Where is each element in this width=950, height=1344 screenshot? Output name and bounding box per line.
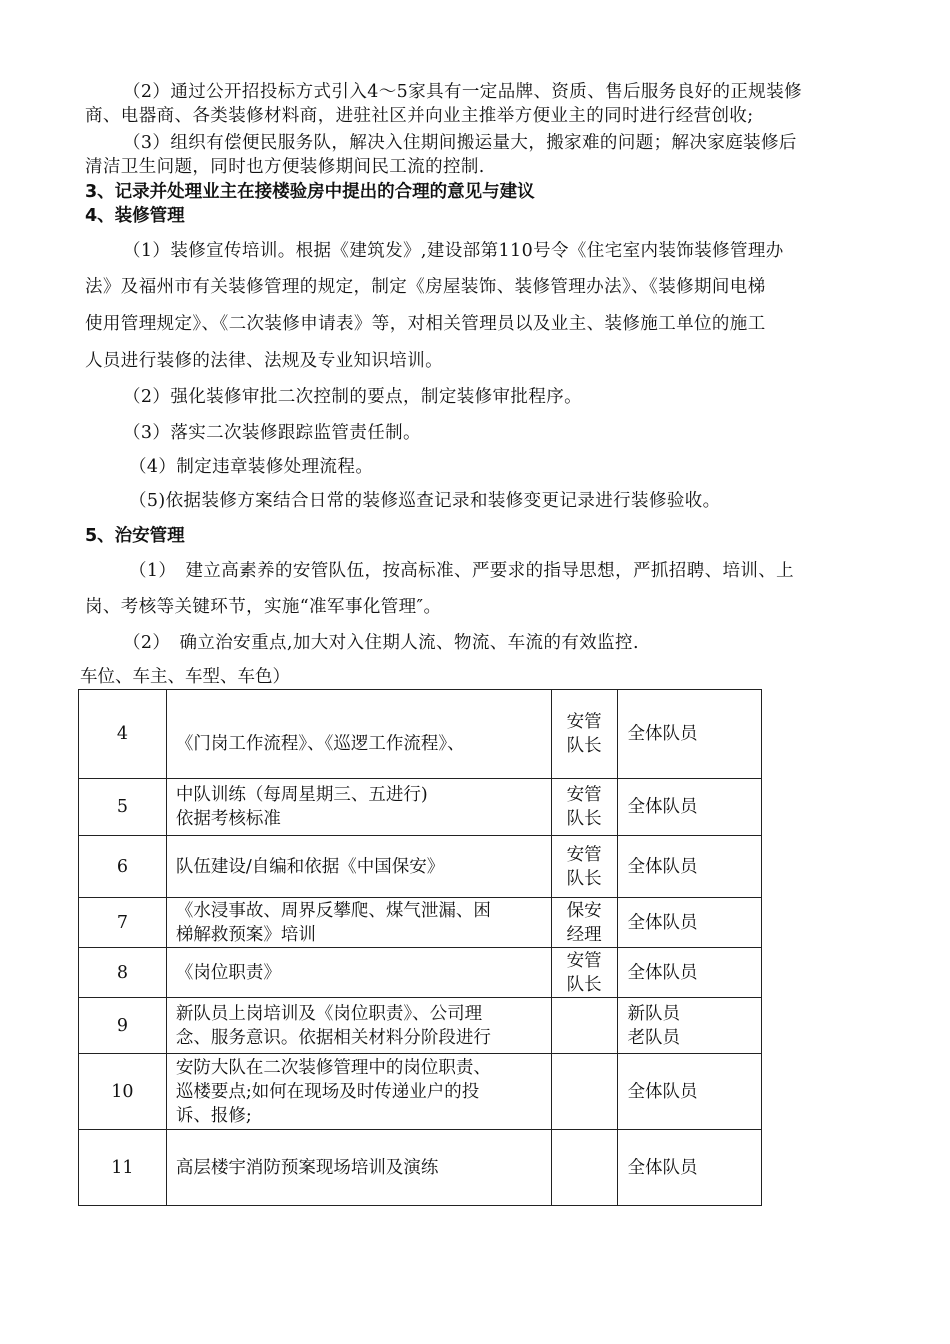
row-item (166, 998, 551, 1054)
row-item-text: 高层楼宇消防预案现场培训及演练 (175, 1157, 439, 1178)
row-number: 6 (79, 836, 167, 898)
paragraph-line: 清洁卫生问题，同时也方便装修期间民工流的控制. (85, 157, 485, 177)
row-who: 全体队员 (617, 1054, 762, 1130)
row-item-text: 中队训练（每周星期三、五进行) 依据考核标准 (175, 785, 428, 829)
table-caption: 车位、车主、车型、车色） (80, 667, 290, 687)
row-lead-text: 安管 队长 (566, 950, 602, 995)
section-heading-4: 4、装修管理 (85, 206, 185, 226)
row-lead-text: 安管 队长 (566, 785, 602, 829)
row-item-text: 《岗位职责》 (175, 962, 281, 983)
row-number: 10 (79, 1054, 167, 1130)
schedule-table (78, 689, 762, 1206)
table-row (79, 836, 762, 898)
row-lead (551, 948, 617, 998)
table-row (79, 948, 762, 998)
table-row (79, 1130, 762, 1206)
row-item (166, 1054, 551, 1130)
row-item-text: 新队员上岗培训及《岗位职责》、公司理 念、服务意识。依据相关材料分阶段进行 (175, 1003, 491, 1048)
row-item-text: 安防大队在二次装修管理中的岗位职责、 巡楼要点;如何在现场及时传递业户的投 诉、报修; (175, 1057, 491, 1126)
paragraph-line: （2） 确立治安重点,加大对入住期人流、物流、车流的有效监控. (123, 633, 639, 653)
table-row (79, 998, 762, 1054)
row-who: 全体队员 (617, 948, 762, 998)
row-who: 全体队员 (617, 1130, 762, 1206)
row-item-text: 队伍建设/自编和依据《中国保安》 (175, 856, 445, 877)
row-lead (551, 1054, 617, 1130)
row-item (166, 836, 551, 898)
paragraph-line: （1） 建立高素养的安管队伍，按高标准、严要求的指导思想，严抓招聘、培训、上 (129, 561, 795, 581)
row-who: 全体队员 (617, 779, 762, 836)
row-lead-text: 安管 队长 (566, 844, 602, 889)
row-lead (551, 898, 617, 948)
paragraph-line: （3）落实二次装修跟踪监管责任制。 (123, 423, 421, 443)
row-item (166, 1130, 551, 1206)
paragraph-line: 使用管理规定》、《二次装修申请表》等，对相关管理员以及业主、装修施工单位的施工 (85, 314, 766, 334)
row-lead (551, 779, 617, 836)
table-row (79, 690, 762, 779)
row-who: 全体队员 (617, 836, 762, 898)
row-item (166, 779, 551, 836)
table-row (79, 779, 762, 836)
row-lead (551, 690, 617, 779)
row-item-text: 《水浸事故、周界反攀爬、煤气泄漏、困 梯解救预案》培训 (175, 900, 491, 945)
row-lead (551, 998, 617, 1054)
row-who-text: 新队员 老队员 (627, 1003, 680, 1048)
paragraph-line: 法》及福州市有关装修管理的规定，制定《房屋装饰、装修管理办法》、《装修期间电梯 (85, 277, 766, 297)
row-number: 5 (79, 779, 167, 836)
paragraph-line: （5)依据装修方案结合日常的装修巡查记录和装修变更记录进行装修验收。 (129, 491, 721, 511)
row-number: 8 (79, 948, 167, 998)
row-number: 11 (79, 1130, 167, 1206)
table-row (79, 898, 762, 948)
row-who: 全体队员 (617, 898, 762, 948)
row-lead (551, 1130, 617, 1206)
row-lead-text: 安管 队长 (566, 712, 602, 756)
paragraph-line: （2）通过公开招投标方式引入4～5家具有一定品牌、资质、售后服务良好的正规装修 (123, 82, 802, 102)
row-item-text: 《门岗工作流程》、《巡逻工作流程》、 (175, 734, 465, 754)
row-number: 9 (79, 998, 167, 1054)
row-number: 7 (79, 898, 167, 948)
paragraph-line: 商、电器商、各类装修材料商，进驻社区并向业主推举方便业主的同时进行经营创收; (85, 106, 754, 126)
row-who (617, 998, 762, 1054)
paragraph-line: （4）制定违章装修处理流程。 (129, 457, 374, 477)
table-row (79, 1054, 762, 1130)
row-lead-text: 保安 经理 (566, 900, 602, 945)
paragraph-line: （3）组织有偿便民服务队，解决入住期间搬运量大，搬家难的问题；解决家庭装修后 (123, 133, 797, 153)
row-item (166, 948, 551, 998)
section-heading-3: 3、记录并处理业主在接楼验房中提出的合理的意见与建议 (85, 182, 535, 202)
row-who: 全体队员 (617, 690, 762, 779)
paragraph-line: 岗、考核等关键环节，实施“准军事化管理″。 (85, 597, 442, 617)
row-item (166, 898, 551, 948)
section-heading-5: 5、治安管理 (85, 526, 185, 546)
paragraph-line: 人员进行装修的法律、法规及专业知识培训。 (85, 351, 443, 371)
row-lead (551, 836, 617, 898)
row-item (166, 690, 551, 779)
paragraph-line: （2）强化装修审批二次控制的要点，制定装修审批程序。 (123, 387, 583, 407)
paragraph-line: （1）装修宣传培训。根据《建筑发》,建设部第110号令《住宅室内装饰装修管理办 (123, 241, 784, 261)
row-number: 4 (79, 690, 167, 779)
